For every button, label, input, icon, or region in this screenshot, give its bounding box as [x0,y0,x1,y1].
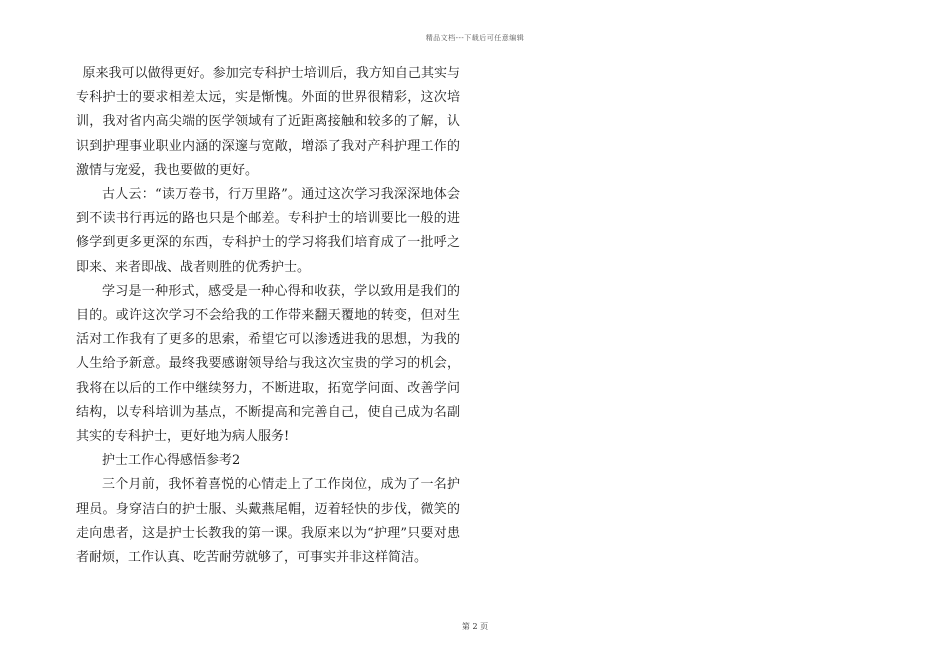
paragraph-three-months-ago: 三个月前，我怀着喜悦的心情走上了工作岗位，成为了一名护理员。身穿洁白的护士服、头戴燕尾帽，迈着轻快的步伐，微笑的走向患者，这是护士长教我的第一课。我原来以为“护理”只要对患者耐烦，工作认真、吃苦耐劳就够了，可事实并非这样简洁。 [76,477,460,566]
section-heading: 护士工作心得感悟参考2 [102,453,241,469]
document-body [76,62,460,570]
page-number: 第 2 页 [461,622,489,631]
paragraph-training-reflection: 原来我可以做得更好。参加完专科护士培训后，我方知自己其实与专科护士的要求相差太远，实是惭愧。外面的世界很精彩，这次培训，我对省内高尖端的医学领域有了近距离接触和较多的了解，认识到护理事业职业内涵的深邃与宽敞，增添了我对产科护理工作的激情与宠爱，我也要做的更好。 [76,66,460,178]
paragraph-ancient-saying: 古人云：“读万卷书，行万里路”。通过这次学习我深深地体会到不读书行再远的路也只是个邮差。专科护士的培训要比一般的进修学到更多更深的东西，专科护士的学习将我们培育成了一批呼之即来、来者即战、战者则胜的优秀护士。 [76,187,460,275]
paragraph-learning-form: 学习是一种形式，感受是一种心得和收获，学以致用是我们的目的。或许这次学习不会给我的工作带来翻天覆地的转变，但对生活对工作我有了更多的思索，希望它可以渗透进我的思想，为我的人生给予新意。最终我要感谢领导给与我这次宝贵的学习的机会，我将在以后的工作中继续努力，不断进取，拓宽学问面、改善学问结构，以专科培训为基点，不断提高和完善自己，使自己成为名副其实的专科护士，更好地为病人服务! [76,283,460,445]
document-header-note: 精品文档---下载后可任意编辑 [425,34,525,42]
